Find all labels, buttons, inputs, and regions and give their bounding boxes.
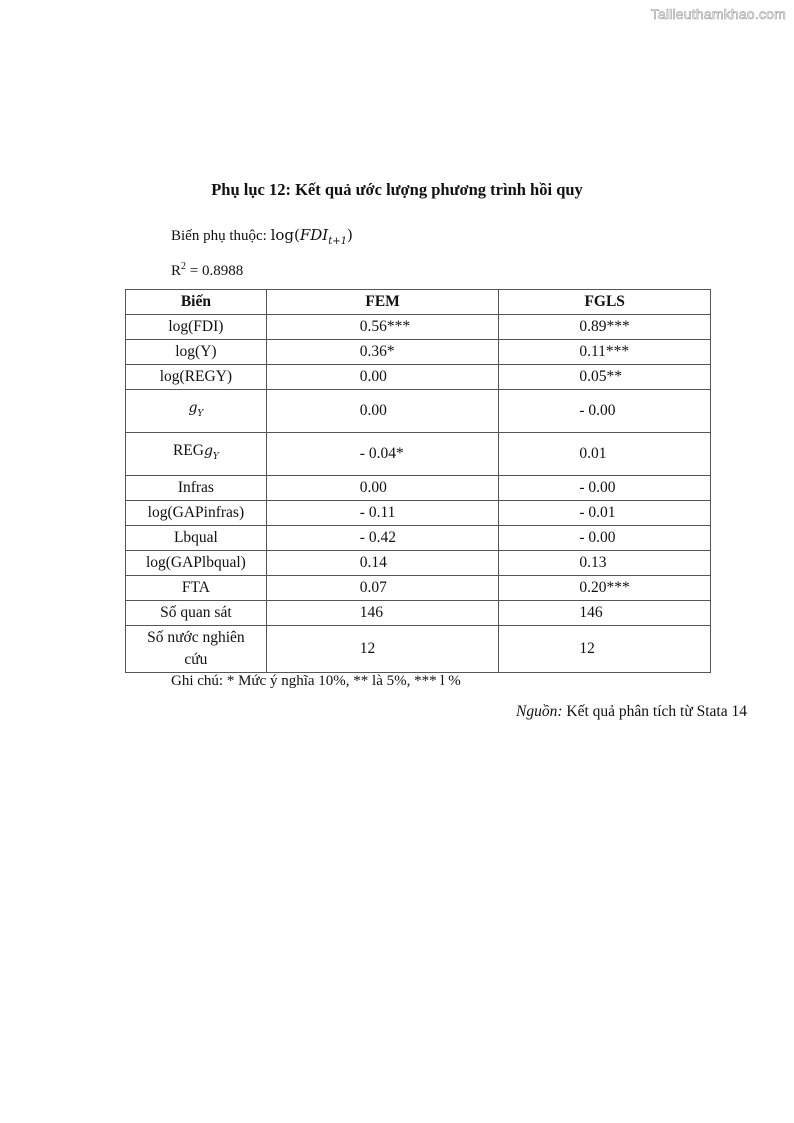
table-row (126, 526, 711, 551)
cell-variable: log(Y) (126, 340, 267, 365)
r2-sup: 2 (181, 261, 187, 272)
r-squared (171, 261, 243, 280)
cell-fgls: 12 (499, 626, 711, 673)
r2-value: = 0.8988 (186, 263, 244, 279)
table-row (126, 626, 711, 673)
symbol-sub: Y (212, 451, 219, 462)
cell-fem: 0.00 (266, 390, 499, 433)
table-row (126, 433, 711, 476)
cell-variable: FTA (126, 576, 267, 601)
variable-line-1: Số nước nghiên (147, 629, 245, 646)
cell-fgls: 0.89*** (499, 315, 711, 340)
table-row (126, 501, 711, 526)
cell-variable (126, 433, 267, 476)
regression-table (125, 289, 711, 673)
cell-fgls: - 0.00 (499, 476, 711, 501)
table-body (126, 315, 711, 673)
symbol-g: g (188, 400, 198, 417)
cell-fem: 0.07 (266, 576, 499, 601)
symbol-g: g (203, 443, 213, 460)
cell-fgls: 0.13 (499, 551, 711, 576)
cell-variable: Số quan sát (126, 601, 267, 626)
cell-fem: - 0.11 (266, 501, 499, 526)
cell-fgls: 0.20*** (499, 576, 711, 601)
header-variable: Biến (126, 290, 267, 315)
cell-fgls: 0.05** (499, 365, 711, 390)
cell-fem: 0.36* (266, 340, 499, 365)
table-row (126, 340, 711, 365)
cell-fem: - 0.42 (266, 526, 499, 551)
table-row (126, 390, 711, 433)
cell-variable: Infras (126, 476, 267, 501)
header-fgls: FGLS (499, 290, 711, 315)
cell-fgls: - 0.01 (499, 501, 711, 526)
footnote: Ghi chú: * Mức ý nghĩa 10%, ** là 5%, *** l % (171, 673, 461, 689)
table-row (126, 576, 711, 601)
source-text: Kết quả phân tích từ Stata 14 (562, 703, 747, 720)
cell-fgls: 146 (499, 601, 711, 626)
cell-variable (126, 626, 267, 673)
dependent-sub: t+1 (328, 236, 347, 247)
cell-fem: 0.00 (266, 365, 499, 390)
table-row (126, 476, 711, 501)
cell-fgls: - 0.00 (499, 390, 711, 433)
cell-fem: 0.00 (266, 476, 499, 501)
cell-variable: log(GAPlbqual) (126, 551, 267, 576)
cell-fem: 0.14 (266, 551, 499, 576)
cell-fem: 12 (266, 626, 499, 673)
dependent-var: FDI (299, 226, 329, 244)
page-title: Phụ lục 12: Kết quả ước lượng phương trình hồi quy (211, 180, 583, 199)
dependent-formula (270, 226, 353, 247)
cell-fem: - 0.04* (266, 433, 499, 476)
table-row (126, 551, 711, 576)
variable-line-2: cứu (184, 651, 208, 668)
cell-fgls: 0.11*** (499, 340, 711, 365)
dependent-variable-line (171, 226, 353, 247)
cell-variable (126, 390, 267, 433)
source-line (516, 703, 747, 721)
cell-variable: log(FDI) (126, 315, 267, 340)
table-header-row (126, 290, 711, 315)
table-row (126, 315, 711, 340)
cell-variable: Lbqual (126, 526, 267, 551)
cell-fgls: 0.01 (499, 433, 711, 476)
cell-variable: log(REGY) (126, 365, 267, 390)
cell-fem: 146 (266, 601, 499, 626)
dependent-func: log( (270, 226, 300, 244)
table-row (126, 601, 711, 626)
header-fem: FEM (266, 290, 499, 315)
cell-variable: log(GAPinfras) (126, 501, 267, 526)
dependent-label: Biến phụ thuộc: (171, 228, 267, 244)
growth-symbol (188, 400, 204, 419)
cell-fem: 0.56*** (266, 315, 499, 340)
dependent-close: ) (347, 226, 353, 244)
r2-prefix: R (171, 263, 182, 279)
table-row (126, 365, 711, 390)
cell-fgls: - 0.00 (499, 526, 711, 551)
growth-symbol (203, 443, 219, 462)
source-label: Nguồn: (516, 703, 563, 720)
variable-prefix: REG (172, 442, 204, 460)
watermark: Tailieuthamkhao.com (650, 6, 786, 22)
symbol-sub: Y (197, 408, 204, 419)
